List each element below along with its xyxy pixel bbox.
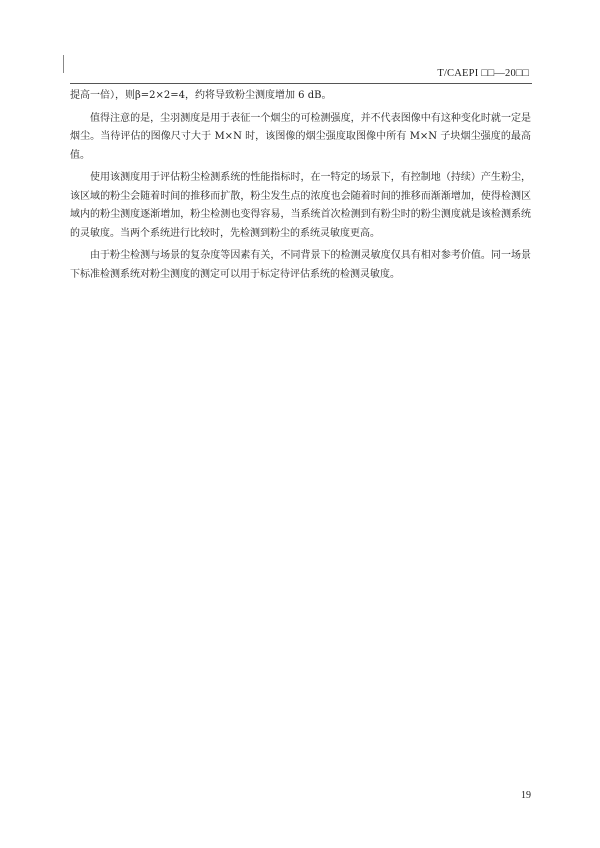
header-rule xyxy=(70,83,532,84)
paragraph-note: 值得注意的是，尘羽测度是用于表征一个烟尘的可检测强度，并不代表图像中有这种变化时就一定是烟尘。当待评估的图像尺寸大于 M×N 时，该图像的烟尘强度取图像中所有 M×N 子块烟尘强度的最高值。 xyxy=(70,112,531,161)
margin-mark xyxy=(63,55,64,73)
paragraph-evaluation-method: 使用该测度用于评估粉尘检测系统的性能指标时，在一特定的场景下，有控制地（持续）产生粉尘，该区域的粉尘会随着时间的推移而扩散，粉尘发生点的浓度也会随着时间的推移而渐渐增加，使得检测区域内的粉尘测度逐渐增加，粉尘检测也变得容易，当系统首次检测到有粉尘时的粉尘测度就是该检测系统的灵敏度。当两个系统进行比较时，先检测到粉尘的系统灵敏度更高。 xyxy=(70,172,531,239)
page-number: 19 xyxy=(521,790,531,801)
paragraph-sensitivity: 由于粉尘检测与场景的复杂度等因素有关，不同背景下的检测灵敏度仅具有相对参考价值。同一场景下标准检测系统对粉尘测度的测定可以用于标定待评估系统的检测灵敏度。 xyxy=(70,250,531,280)
paragraph-continuation: 提高一倍），则β=2×2=4，约将导致粉尘测度增加 6 dB。 xyxy=(70,90,332,101)
document-code: T/CAEPI □□—20□□ xyxy=(437,68,529,79)
body-text xyxy=(70,87,531,288)
